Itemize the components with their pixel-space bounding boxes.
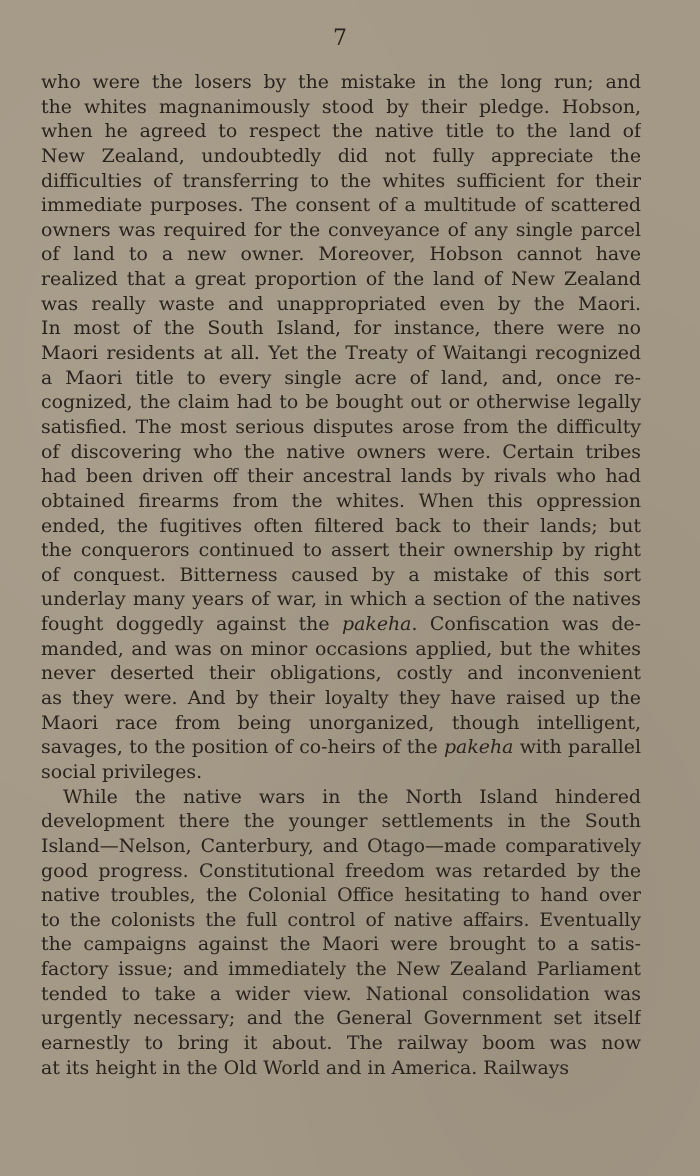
text-line: social privileges. xyxy=(41,760,203,783)
text-line: savages, to the position of co-heirs of the pakeha with parallel xyxy=(41,736,641,759)
text-line: satisfied. The most serious disputes arose from the difficulty xyxy=(41,415,641,438)
text-line: the conquerors continued to assert their ownership by right xyxy=(41,539,641,562)
text-line: New Zealand, undoubtedly did not fully appreciate the xyxy=(41,144,641,167)
text-line: ended, the fugitives often filtered back to their lands; but xyxy=(41,514,641,537)
text-line: Maori residents at all. Yet the Treaty of Waitangi recognized xyxy=(41,342,641,365)
text-line: earnestly to bring it about. The railway boom was now xyxy=(41,1031,641,1054)
text-line: was really waste and unappropriated even by the Maori. xyxy=(41,292,641,315)
page-number: 7 xyxy=(333,26,347,51)
text-line: cognized, the claim had to be bought out or otherwise legally xyxy=(41,391,641,414)
text-line: owners was required for the conveyance of any single parcel xyxy=(41,218,641,241)
text-line: native troubles, the Colonial Office hesitating to hand over xyxy=(41,884,641,907)
text-line: good progress. Constitutional freedom was retarded by the xyxy=(41,859,641,882)
text-line: Maori race from being unorganized, though intelligent, xyxy=(41,711,641,734)
text-line: the campaigns against the Maori were brought to a satis- xyxy=(41,933,641,956)
text-line: difficulties of transferring to the whites sufficient for their xyxy=(41,169,641,192)
text-line: tended to take a wider view. National consolidation was xyxy=(41,982,641,1005)
text-line: urgently necessary; and the General Government set itself xyxy=(41,1007,641,1030)
text-line: fought doggedly against the pakeha. Confiscation was de- xyxy=(41,613,641,636)
text-line: the whites magnanimously stood by their pledge. Hobson, xyxy=(41,95,641,118)
text-line: of land to a new owner. Moreover, Hobson cannot have xyxy=(41,243,641,266)
text-line: of discovering who the native owners were. Certain tribes xyxy=(41,440,641,463)
text-line: immediate purposes. The consent of a multitude of scattered xyxy=(41,194,641,217)
italic-word: pakeha xyxy=(443,736,514,759)
text-line: had been driven off their ancestral lands by rivals who had xyxy=(41,465,641,488)
text-line: In most of the South Island, for instance, there were no xyxy=(41,317,641,340)
text-line: a Maori title to every single acre of land, and, once re- xyxy=(41,366,641,389)
text-line: manded, and was on minor occasions applied, but the whites xyxy=(41,637,641,660)
text-line: at its height in the Old World and in America. Railways xyxy=(41,1056,570,1079)
text-line: obtained firearms from the whites. When this oppression xyxy=(41,489,641,512)
italic-word: pakeha xyxy=(342,613,412,636)
text-line: realized that a great proportion of the land of New Zealand xyxy=(41,268,641,291)
text-line: Island—Nelson, Canterbury, and Otago—made comparatively xyxy=(41,834,641,857)
paragraph xyxy=(41,785,641,1081)
text-line: factory issue; and immediately the New Zealand Parliament xyxy=(41,958,641,981)
text-line: development there the younger settlements in the South xyxy=(41,810,641,833)
paragraph xyxy=(41,70,641,785)
text-line: when he agreed to respect the native title to the land of xyxy=(41,120,641,143)
text-line: as they were. And by their loyalty they have raised up the xyxy=(41,687,641,710)
body-text xyxy=(41,70,641,1080)
text-line: to the colonists the full control of native affairs. Eventually xyxy=(41,908,641,931)
text-line: who were the losers by the mistake in the long run; and xyxy=(41,71,641,93)
text-line: never deserted their obligations, costly and inconvenient xyxy=(41,662,641,685)
text-line: While the native wars in the North Island hindered xyxy=(63,785,641,808)
text-line: underlay many years of war, in which a section of the natives xyxy=(41,588,641,611)
text-line: of conquest. Bitterness caused by a mistake of this sort xyxy=(41,563,641,586)
